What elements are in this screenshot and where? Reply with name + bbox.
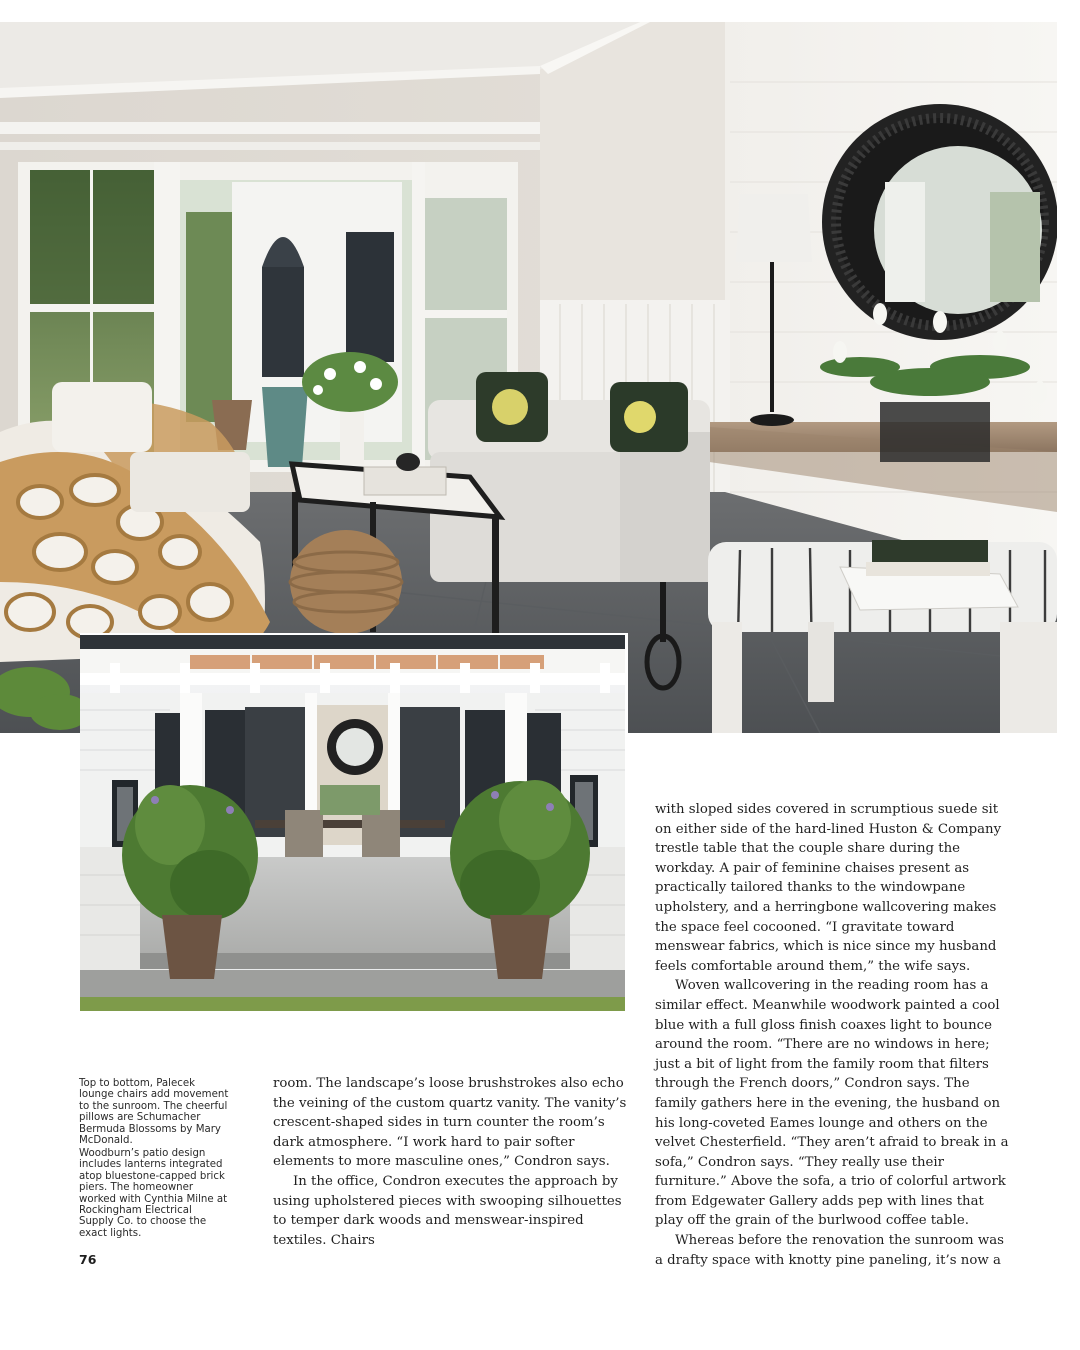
article-column-right: [655, 800, 1011, 1270]
article-paragraph: room. The landscape’s loose brushstrokes also echo the veining of the custom quartz vanity. The vanity’s crescent-shaped sides in turn counter the room’s dark atmosphere. “I work hard to pair softer elements to more masculine ones,” Condron says.: [273, 1076, 627, 1170]
page-number: 76: [79, 1252, 97, 1267]
article-paragraph: Whereas before the renovation the sunroom was a drafty space with knotty pine paneling, it’s now a: [655, 1233, 1004, 1268]
photo-caption-patio: Woodburn’s patio design includes lanterns integrated atop bluestone-capped brick piers. The homeowner worked with Cynthia Milne at Rockingham Electrical Supply Co. to choose the exact lights.: [79, 1148, 228, 1239]
patio-photo: [80, 633, 628, 1011]
photo-caption-sunroom: Top to bottom, Palecek lounge chairs add movement to the sunroom. The cheerful pillows are Schumacher Bermuda Blossoms by Mary McDonald.: [79, 1078, 229, 1147]
article-column-middle: [273, 1074, 627, 1250]
article-paragraph: Woven wallcovering in the reading room has a similar effect. Meanwhile woodwork painted a cool blue with a full gloss finish coaxes light to bounce around the room. “There are no windows in here; just a bit of light from the family room that filters through the French doors,” Condron says. The family gathers here in the evening, the husband on his long-coveted Eames lounge and others on the velvet Chesterfield. “They aren’t afraid to break in a sofa,” Condron says. “They really use their furniture.” Above the sofa, a trio of colorful artwork from Edgewater Gallery adds pep with lines that play off the grain of the burlwood coffee table.: [655, 978, 1009, 1229]
article-paragraph: with sloped sides covered in scrumptious suede sit on either side of the hard-lined Huston & Company trestle table that the couple share during the workday. A pair of feminine chaises present as practically tailored thanks to the windowpane upholstery, and a herringbone wallcovering makes the space feel cocooned. “I gravitate toward menswear fabrics, which is nice since my husband feels comfortable around them,” the wife says.: [655, 802, 1002, 974]
sunroom-photo: [0, 22, 1057, 733]
article-paragraph: In the office, Condron executes the approach by using upholstered pieces with swooping silhouettes to temper dark woods and menswear-inspired textiles. Chairs: [273, 1173, 622, 1248]
